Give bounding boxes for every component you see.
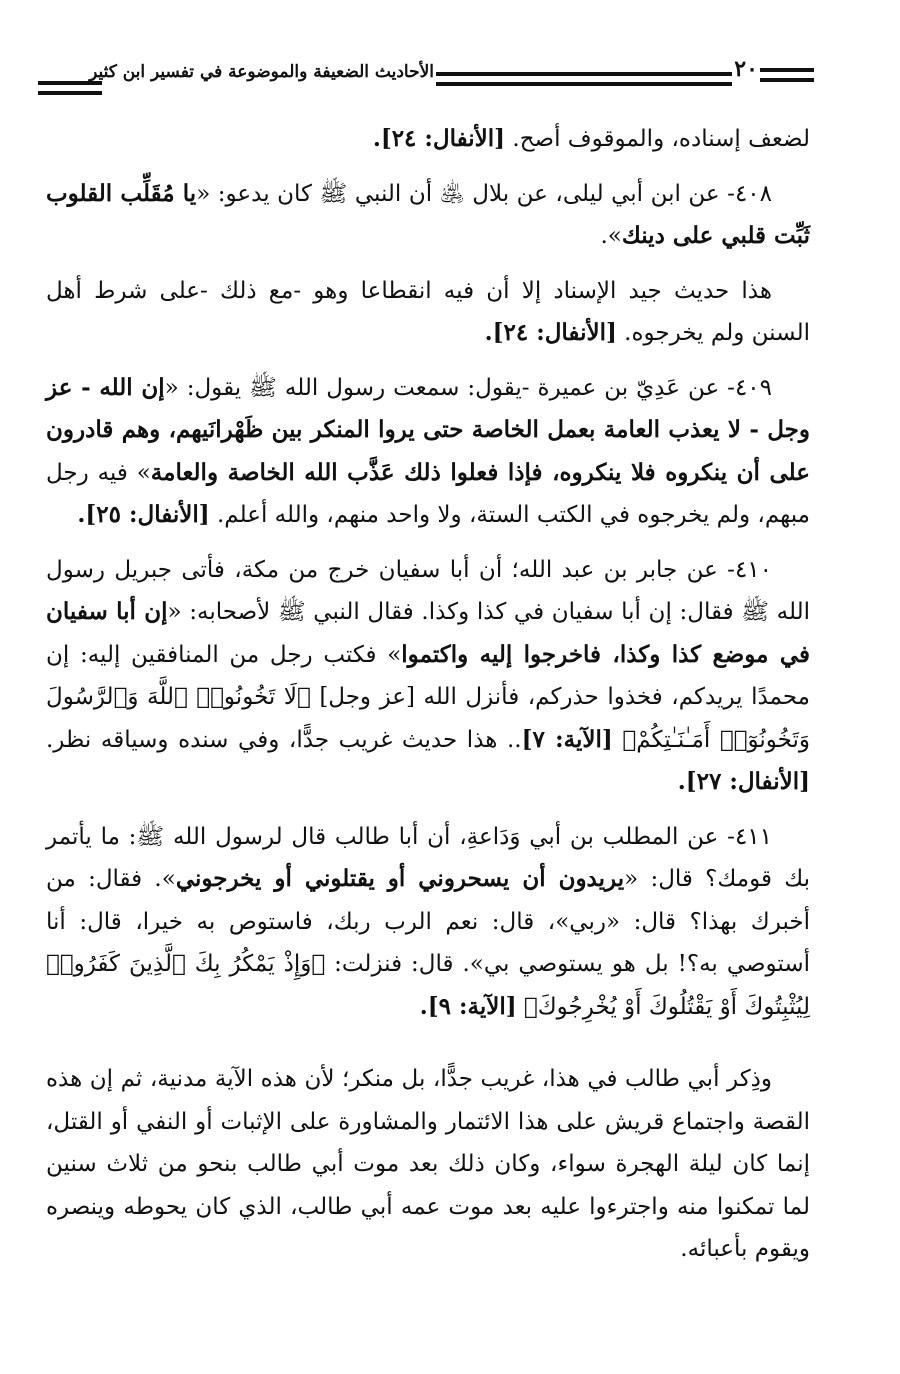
bold-text-segment: [الأنفال: ٢٤].: [372, 125, 506, 152]
text-segment: » فيه رجل مبهم، ولم يخرجوه في الكتب الستة، ولا واحد منهم، والله أعلم.: [46, 459, 810, 528]
text-segment: ».: [600, 223, 622, 249]
text-segment: ٤١١- عن المطلب بن أبي وَدَاعةِ، أن أبا طالب قال لرسول الله ﷺ: ما يأتمر بك قومك؟ قال: «: [46, 823, 811, 892]
text-segment: » فكتب رجل من المنافقين إليه: إن محمدًا يريدكم، فخذوا حذركم، فأنزل الله [عز وجل] ﴿لَا تَخُونُوا۟ ٱللَّهَ وَٱلرَّسُولَ وَتَخُونُوٓا۟ أَمَـٰنَـٰتِكُمْ﴾: [46, 641, 810, 753]
header-rule-middle: [436, 72, 732, 76]
hadith-410: [46, 549, 810, 804]
hadith-409: [46, 367, 810, 537]
text-segment: لضعف إسناده، والموقوف أصح.: [505, 126, 810, 152]
text-segment: ٤٠٩- عن عَدِيّ بن عميرة -يقول: سمعت رسول الله ﷺ يقول: «: [164, 374, 773, 401]
header-rule-right: [760, 68, 814, 72]
commentary-411: [46, 1058, 810, 1271]
header-rule-middle-lower: [436, 82, 732, 86]
page-body: [46, 118, 810, 1283]
bold-text-segment: [الآية: ٩].: [419, 992, 517, 1020]
bold-text-segment: يريدون أن يسحروني أو يقتلوني أو يخرجوني: [175, 865, 625, 892]
text-segment: ». فقال: من أخبرك بهذا؟ قال: «ربي»، قال: نعم الرب ربك، فاستوص به خيرا، قال: أنا أستوصي به؟! بل هو يستوصي بي». قال: فنزلت: ﴿وَإِذْ يَمْكُرُ بِكَ ٱلَّذِينَ كَفَرُوا۟ لِيُثْبِتُوكَ أَوْ يَقْتُلُوكَ أَوْ يُخْرِجُوكَ﴾: [46, 866, 810, 1020]
hadith-408: [46, 173, 810, 258]
header-rule-left-lower: [38, 91, 102, 95]
bold-text-segment: إن الله - عز وجل - لا يعذب العامة بعمل الخاصة حتى يروا المنكر بين ظَهْرانَيهم، وهم قادرون على أن ينكروه فلا ينكروه، فإذا فعلوا ذلك عَذَّب الله الخاصة والعامة: [46, 373, 811, 486]
text-segment: .. هذا حديث غريب جدًّا، وفي سنده وسياقه نظر.: [46, 726, 522, 753]
text-segment: هذا حديث جيد الإسناد إلا أن فيه انقطاعا وهو -مع ذلك -على شرط أهل السنن ولم يخرجوه.: [46, 277, 810, 346]
bold-text-segment: [الأنفال: ٢٧].: [677, 768, 810, 795]
text-segment: وذِكر أبي طالب في هذا، غريب جدًّا، بل منكر؛ لأن هذه الآية مدنية، ثم إن هذه القصة واجتماع قريش على هذا الائتمار والمشاورة على الإثبات أو النفي أو القتل، إنما كان ليلة الهجرة سواء، وكان ذلك بعد موت أبي طالب بنحو من ثلاث سنين لما تمكنوا منه واجترءوا عليه بعد موت عمه أبي طالب، الذي كان يحوطه وينصره ويقوم بأعبائه.: [46, 1066, 810, 1262]
header-rule-right-lower: [760, 78, 814, 82]
header-title: الأحاديث الضعيفة والموضوعة في تفسير ابن كثير: [89, 62, 434, 82]
text-segment: ٤٠٨- عن ابن أبي ليلى، عن بلال ﵁ أن النبي ﷺ كان يدعو: «: [196, 180, 773, 207]
hadith-411: [46, 816, 810, 1029]
bold-text-segment: [الآية: ٧]: [521, 725, 613, 753]
paragraph-continuation: [46, 118, 810, 161]
running-header: [38, 56, 814, 96]
bold-text-segment: يا مُقَلِّب القلوب ثَبِّت قلبي على دينك: [46, 179, 810, 249]
commentary-408: [46, 270, 810, 355]
bold-text-segment: [الأنفال: ٢٥].: [77, 501, 210, 528]
text-segment: ٤١٠- عن جابر بن عبد الله؛ أن أبا سفيان خرج من مكة، فأتى جبريل رسول الله ﷺ فقال: إن أبا سفيان في كذا وكذا. فقال النبي ﷺ لأصحابه: «: [46, 556, 810, 625]
bold-text-segment: إن أبا سفيان في موضع كذا وكذا، فاخرجوا إليه واكتموا: [46, 598, 810, 668]
page-number: ٢٠٠: [734, 56, 770, 82]
bold-text-segment: [الأنفال: ٢٤].: [484, 319, 617, 346]
